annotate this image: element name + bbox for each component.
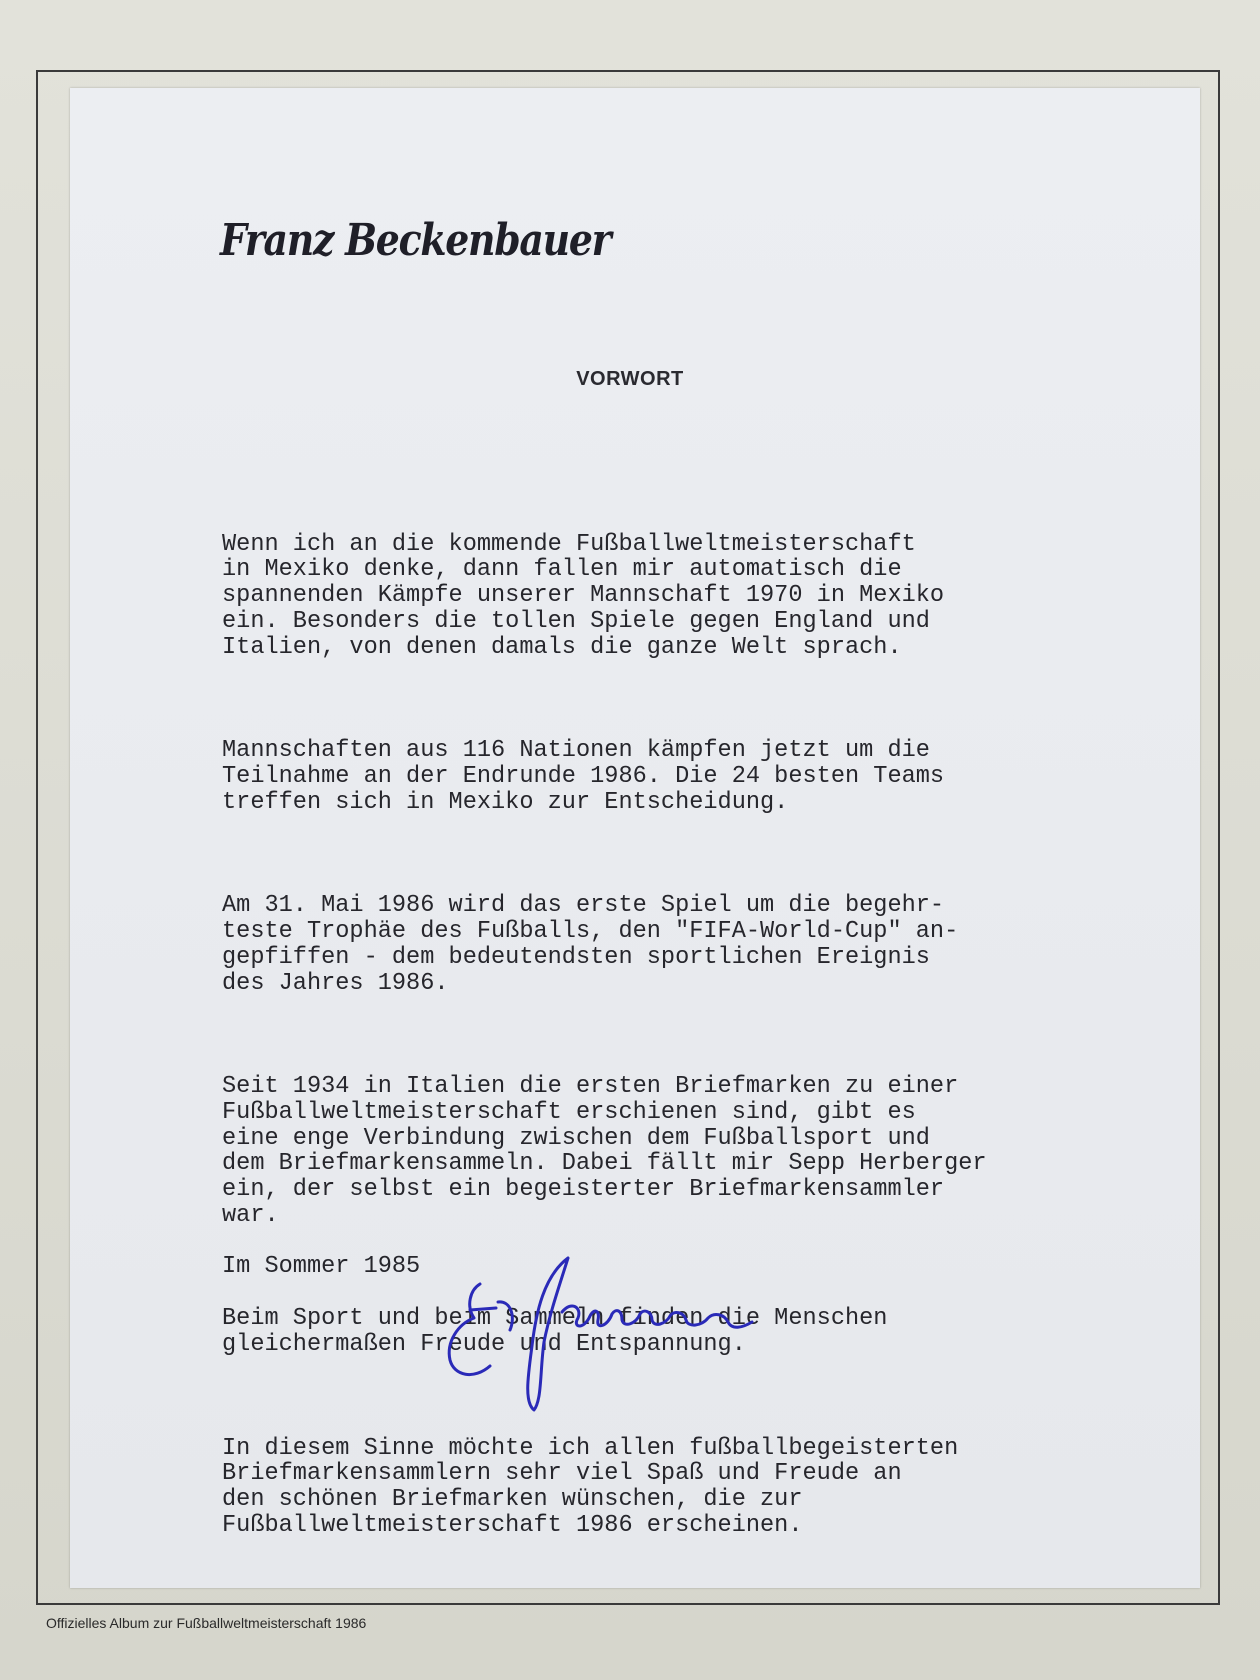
paragraph-1: Wenn ich an die kommende Fußballweltmeisterschaft in Mexiko denke, dann fallen mir automatisch die spannenden Kämpfe unserer Mannschaft 1970 in Mexiko ein. Besonders die tollen Spiele gegen England und Italien, von denen damals die ganze Welt sprach.: [222, 530, 945, 661]
paragraph-3: Am 31. Mai 1986 wird das erste Spiel um die begehr- teste Trophäe des Fußballs, den "FIFA-World-Cup" an- gepfiffen - dem bedeutendsten sportlichen Ereignis des Jahres 1986.: [222, 892, 959, 997]
album-footer: Offizielles Album zur Fußballweltmeisterschaft 1986: [46, 1615, 367, 1631]
letter-heading: VORWORT: [576, 368, 684, 390]
letter-body: [222, 480, 1122, 1616]
handwritten-signature: [440, 1250, 800, 1420]
paragraph-5: Beim Sport und beim Sammeln finden die Menschen gleichermaßen Freude und Entspannung.: [222, 1305, 888, 1359]
paragraph-2: Mannschaften aus 116 Nationen kämpfen jetzt um die Teilnahme an der Endrunde 1986. Die 24 besten Teams treffen sich in Mexiko zur Entscheidung.: [222, 737, 945, 816]
closing-date: Im Sommer 1985: [222, 1253, 421, 1280]
paragraph-4: Seit 1934 in Italien die ersten Briefmarken zu einer Fußballweltmeisterschaft erschienen sind, gibt es eine enge Verbindung zwischen dem Fußballsport und dem Briefmarkensammeln. Dabei fällt mir Sepp Herberger ein, der selbst ein begeisterter Briefmarkensammler war.: [222, 1072, 987, 1229]
letterhead-name: Franz Beckenbauer: [220, 215, 611, 266]
paragraph-6: In diesem Sinne möchte ich allen fußballbegeisterten Briefmarkensammlern sehr viel Spaß und Freude an den schönen Briefmarken wünschen, die zur Fußballweltmeisterschaft 1986 erscheinen.: [222, 1434, 959, 1539]
